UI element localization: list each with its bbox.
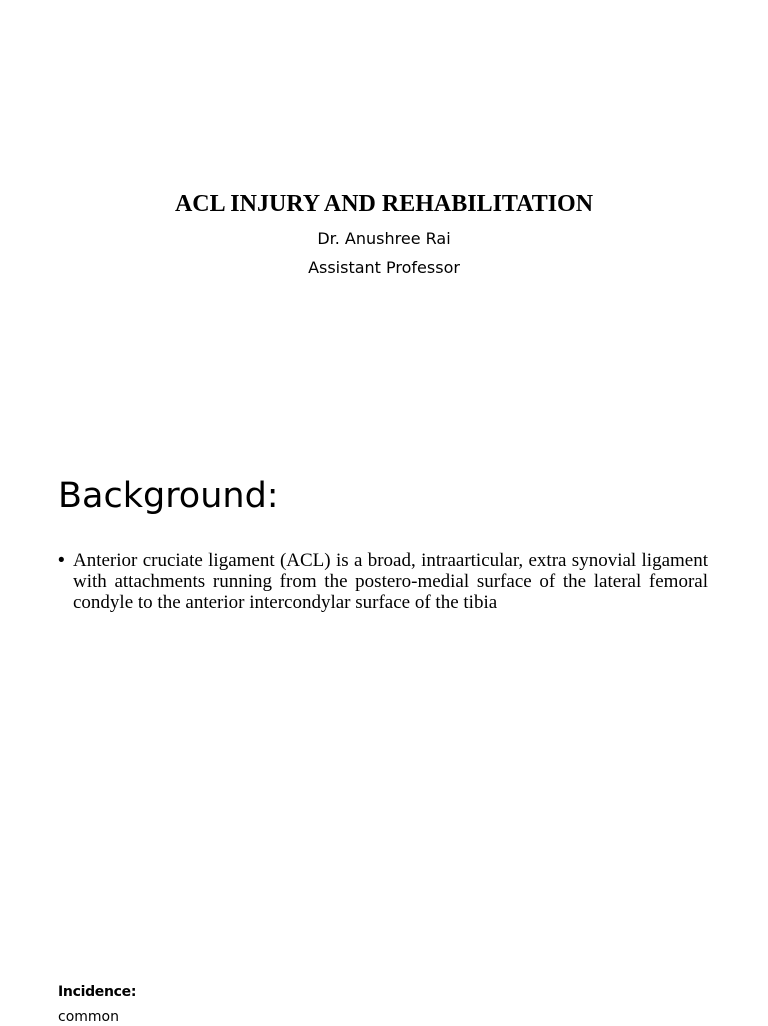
- incidence-label: Incidence:: [58, 984, 137, 1000]
- author-role: Assistant Professor: [308, 258, 460, 277]
- background-heading: Background:: [58, 476, 279, 516]
- background-bullet-text: Anterior cruciate ligament (ACL) is a broad, intraarticular, extra synovial ligament with attachments running from the postero-medial surface of the lateral femoral condyle to the anterior intercondylar surface of the tibia: [73, 550, 708, 613]
- page-title: ACL INJURY AND REHABILITATION: [174, 191, 594, 217]
- bullet-icon: •: [58, 550, 65, 571]
- background-bullet-list: [58, 550, 708, 613]
- author-name: Dr. Anushree Rai: [317, 229, 451, 248]
- background-bullet-item: [58, 550, 708, 613]
- incidence-value: common: [58, 1009, 119, 1025]
